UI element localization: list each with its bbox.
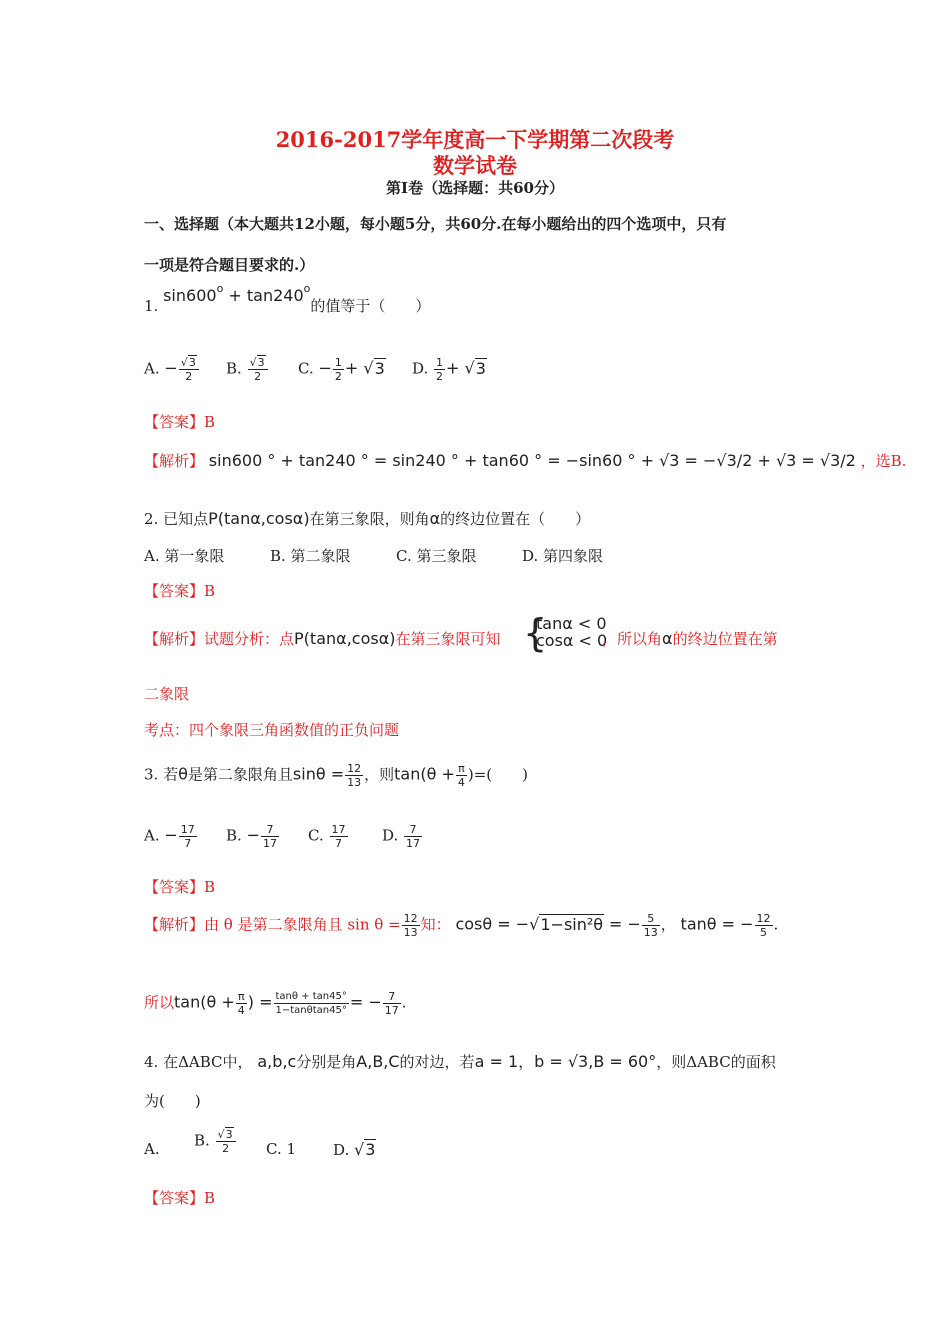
stem-text: 是第二象限角且 <box>187 765 293 784</box>
tan-expression: tanθ = − <box>680 914 754 934</box>
q4-answer <box>144 1187 215 1208</box>
analysis-text: 的终边位置在第 <box>672 630 778 648</box>
q1-analysis-expression: sin600 ° + tan240 ° = sin240 ° + tan60 ° = −sin60 ° + √3 = −√3/2 + √3 = √3/2 <box>208 451 856 470</box>
question-4-stem <box>144 1049 776 1072</box>
section-instruction-line2: 一项是符合题目要求的.） <box>144 256 315 274</box>
q2-analysis-cont <box>602 628 778 649</box>
q1-option-b[interactable]: B. $\frac{√3}{2}$ <box>226 356 269 383</box>
q1-option-d[interactable]: D. $\frac{1}{2}$ + √3 <box>412 356 486 383</box>
sin-expression: sinθ = <box>292 764 345 784</box>
angles-ABC: A,B,C <box>356 1052 400 1071</box>
math-sin600: sin600 <box>163 286 217 305</box>
equals-minus: = − <box>349 992 382 1012</box>
option-letter: D. <box>333 1141 350 1159</box>
option-letter: B. <box>226 826 242 845</box>
radicand: 1−sin²θ <box>540 914 604 934</box>
q3-option-d[interactable] <box>382 823 423 850</box>
option-letter: B. <box>226 359 242 378</box>
option-letter: B. <box>194 1131 210 1150</box>
question-1-stem-end: 的值等于（ ） <box>310 297 431 315</box>
cos-expression: cosθ = − <box>455 914 530 934</box>
fraction-denominator: 17 <box>406 837 421 850</box>
fraction-numerator: 17 <box>180 823 195 836</box>
answer-value: B <box>204 582 216 600</box>
fraction-denominator: 4 <box>457 776 465 789</box>
analysis-tag: 【解析】 <box>144 452 205 470</box>
alpha-symbol: α <box>662 629 673 648</box>
q3-option-a[interactable]: A. − $\frac{17}{7}$ <box>144 823 195 850</box>
stem-text: 在第三象限，则角 <box>309 510 430 528</box>
stem-text: 分别是角 <box>296 1053 357 1071</box>
fraction-denominator: 4 <box>237 1004 245 1017</box>
q4-option-c[interactable]: C. 1 <box>266 1140 297 1158</box>
degree-mark: o <box>303 282 311 295</box>
tan-expression: tan(θ + <box>174 992 235 1012</box>
q3-option-b[interactable]: B. − $\frac{7}{17}$ <box>226 823 277 850</box>
section-instruction-line1: 一、选择题（本大题共12小题，每小题5分，共60分.在每小题给出的四个选项中，只有 <box>144 215 727 233</box>
q1-answer <box>144 411 215 432</box>
fraction-numerator: 7 <box>383 990 401 1004</box>
option-letter: A. <box>144 826 160 845</box>
fraction-denominator: 17 <box>262 837 277 850</box>
question-2-stem <box>144 508 590 529</box>
stem-text: ，则 <box>364 765 395 784</box>
fraction-numerator: tanθ + tan45° <box>275 991 347 1002</box>
volume-heading: 第Ⅰ卷（选择题：共60分） <box>386 179 564 197</box>
fraction-numerator: 5 <box>642 912 660 926</box>
q2-kaodian: 考点：四个象限三角函数值的正负问题 <box>144 721 400 739</box>
q2-option-d[interactable]: D. 第四象限 <box>522 547 604 565</box>
stem-text: ，则ΔABC的面积 <box>656 1053 776 1071</box>
q1-option-c[interactable]: C. − $\frac{1}{2}$ + √3 <box>298 356 385 383</box>
q1-analysis-end: ，选B. <box>860 452 907 470</box>
alpha-symbol: α <box>429 509 441 528</box>
q3-analysis: 【解析】由 θ 是第二象限角且 sin θ = $\frac{12}{13}$ 知： cosθ = −√1−sin²θ = − $\frac{5}{13}$ ， tanθ = − $\frac{12}{5}$ . <box>144 912 779 939</box>
answer-tag: 【答案】 <box>144 582 205 600</box>
stem-text: 的对边，若 <box>399 1053 475 1071</box>
fraction-numerator: 12 <box>403 912 418 925</box>
analysis-text: ，所以角 <box>602 630 663 648</box>
q3-answer <box>144 876 215 897</box>
degree-mark: o <box>216 282 224 295</box>
question-number: 2. <box>144 510 159 528</box>
fraction-denominator: 1−tanθtan45° <box>275 1005 347 1016</box>
brace-symbol: { <box>523 611 548 655</box>
exam-subject: 数学试卷 <box>433 153 517 178</box>
theta-symbol: θ <box>178 764 188 784</box>
option-letter: D. <box>412 359 429 378</box>
stem-text: 的终边位置在（ ） <box>440 510 591 528</box>
fraction-denominator: 7 <box>184 837 192 850</box>
q1-option-a[interactable]: A. − $\frac{√3}{2}$ <box>144 356 200 383</box>
point-expression: P(tanα,cosα) <box>208 509 310 528</box>
analysis-text: 知： <box>420 915 451 934</box>
q2-option-a[interactable]: A. 第一象限 <box>144 547 225 565</box>
analysis-tag: 【解析】 <box>144 915 205 934</box>
q2-analysis <box>144 628 501 649</box>
fraction-numerator: 12 <box>347 762 362 775</box>
option-letter: D. <box>382 826 399 845</box>
analysis-text: 由 θ 是第二象限角且 sin θ = <box>204 915 401 934</box>
question-4-stem-end: 为( ) <box>144 1092 201 1110</box>
pi-symbol: π <box>236 990 247 1004</box>
fraction-denominator: 13 <box>403 926 418 939</box>
fraction-numerator: 12 <box>756 912 771 925</box>
fraction-denominator: 7 <box>335 837 342 850</box>
question-3-stem <box>144 762 528 789</box>
math-tan240: + tan240 <box>228 286 304 305</box>
fraction-denominator: 13 <box>347 776 362 789</box>
exam-title: 2016-2017学年度高一下学期第二次段考 <box>275 127 675 152</box>
answer-tag: 【答案】 <box>144 413 205 431</box>
analysis-tag: 【解析】 <box>144 630 205 648</box>
sides-abc: a,b,c <box>257 1052 297 1071</box>
analysis-text: 所以 <box>144 993 175 1012</box>
stem-text: 已知点 <box>163 510 209 528</box>
q4-option-b[interactable]: B. $\frac{√3}{2}$ <box>194 1128 237 1155</box>
q3-analysis-result: 所以tan(θ + $\frac{\pi}{4}$ ) = $\frac{\tan\theta + \tan 45^\circ}{1-\tan\theta\tan 45^\circ}$ = − $\frac{7}{17}$ . <box>144 990 407 1017</box>
q2-answer <box>144 580 215 601</box>
answer-value: B <box>204 413 216 431</box>
point-expression: P(tanα,cosα) <box>294 629 396 648</box>
q1-analysis <box>144 450 906 471</box>
fraction-numerator: 7 <box>404 823 422 837</box>
fraction-denominator: 17 <box>384 1004 399 1017</box>
q4-option-d[interactable]: D. √3 <box>333 1140 376 1159</box>
answer-tag: 【答案】 <box>144 1189 205 1207</box>
question-number: 4. <box>144 1053 159 1071</box>
pi-symbol: π <box>456 762 467 776</box>
condition-tan: tanα < 0 <box>536 614 607 633</box>
fraction-denominator: 13 <box>643 926 658 939</box>
q3-option-c[interactable] <box>308 823 349 850</box>
answer-value: B <box>204 1189 216 1207</box>
fraction-numerator: 7 <box>261 823 279 837</box>
q2-option-c[interactable]: C. 第三象限 <box>396 547 477 565</box>
condition-cos: cosα < 0 <box>536 631 608 650</box>
option-letter: A. <box>144 359 160 378</box>
q4-option-a[interactable]: A. <box>144 1140 160 1158</box>
analysis-text: 在第三象限可知 <box>395 630 501 648</box>
question-number: 1. <box>144 297 159 315</box>
option-letter: C. <box>308 826 324 845</box>
tan-expression: tan(θ + <box>394 764 455 784</box>
fraction-numerator: 17 <box>331 823 346 836</box>
stem-text: 在ΔABC中， <box>163 1053 253 1071</box>
question-number: 3. <box>144 765 159 784</box>
analysis-text: 试题分析：点 <box>204 630 295 648</box>
stem-text: 若 <box>163 765 179 784</box>
stem-text: )=( ) <box>467 765 529 784</box>
option-letter: C. <box>298 359 314 378</box>
q2-option-b[interactable]: B. 第二象限 <box>270 547 351 565</box>
fraction-denominator: 5 <box>760 926 768 939</box>
question-1-stem <box>144 282 431 316</box>
equals-minus: = − <box>608 914 641 934</box>
q2-analysis-end: 二象限 <box>144 685 190 703</box>
condition-expression: a = 1，b = √3,B = 60° <box>474 1052 657 1071</box>
answer-tag: 【答案】 <box>144 878 205 896</box>
answer-value: B <box>204 878 216 896</box>
